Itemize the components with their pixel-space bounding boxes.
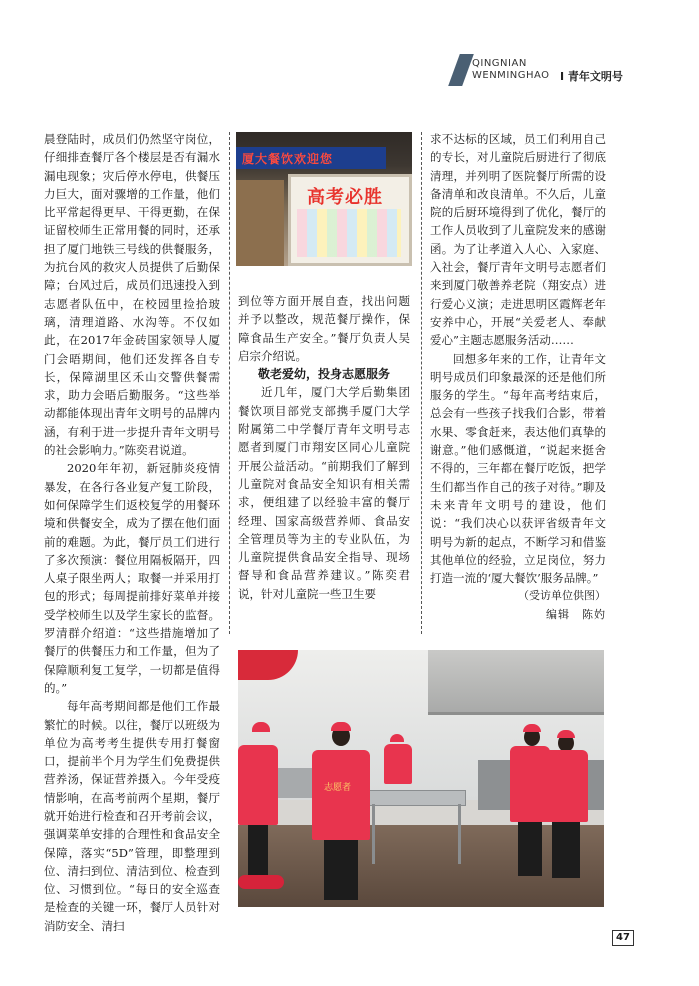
paragraph: 晨登陆时，成员们仍然坚守岗位，仔细排查餐厅各个楼层是否有漏水漏电现象；灾后停水停电，供餐压力巨大，面对骤增的工作量，他们比平常起得更早、干得更勤，在保证留校师生正常用餐的同时，还承担了厦门地铁三号线的供餐服务，为抗台风的救灾人员提供了后勤保障；台风过后，成员们迅速投入到志愿者队伍中，在校园里捡拾玻璃，清理道路、水沟等。不仅如此，在2017年金砖国家领导人厦门会晤期间，他们还发挥各自专长，保障湖里区禾山交警供餐需求，助力会晤后勤服务。“这些举动都能体现出青年文明号的品牌内涵，有利于进一步提升青年文明号的社会影响力。”陈奕君说道。 (44, 132, 220, 458)
header-cn-title: I 青年文明号 (560, 70, 623, 83)
photo-kitchen-volunteers (238, 650, 604, 907)
paragraph: 求不达标的区域，员工们利用自己的专长，对儿童院后厨进行了彻底清理，并列明了医院餐厅所需的设备清单和改良清单。不久后，儿童院的后厨环境得到了优化，餐厅的工作人员收到了儿童院发来的感谢函。为了让孝道入人心、入家庭、入社会，餐厅青年文明号志愿者们来到厦门敬善养老院（翔安点）进行爱心义演；走进思明区霞辉老年安养中心，开展“关爱老人、奉献爱心”主题志愿服务活动…… (430, 132, 606, 348)
article-column-2 (238, 292, 410, 603)
column-divider (421, 132, 422, 634)
paragraph: 每年高考期间都是他们工作最繁忙的时候。以往，餐厅以班级为单位为高考考生提供专用打餐窗口，提前半个月为学生们免费提供营养汤，保证营养摄入。今年受疫情影响，在高考前两个星期，餐厅就开始进行检查和召开考前会议，强调菜单安排的合理性和食品安全保障，落实“5D”管理，即整理到位、清扫到位、清洁到位、检查到位、习惯到位。“每日的安全巡查是检查的关键一环，餐厅人员针对消防安全、清扫 (44, 699, 220, 933)
paragraph: 回想多年来的工作，让青年文明号成员们印象最深的还是他们所服务的学生。“每年高考结束后，总会有一些孩子找我们合影，带着水果、零食赶来，表达他们真挚的谢意。”他们感慨道，“说起来挺舍不得的，三年都在餐厅吃饭，把学生们都当作自己的孩子对待。”聊及未来青年文明号的建设，他们说：“我们决心以获评省级青年文明号为新的起点，不断学习和借鉴其他单位的经验，立足岗位，努力打造一流的‘厦大餐饮’服务品牌。” (430, 351, 606, 586)
article-column-1 (44, 130, 220, 935)
paragraph: 近几年，厦门大学后勤集团餐饮项目部党支部携手厦门大学附属第二中学餐厅青年文明号志愿者到厦门市翔安区同心儿童院开展公益活动。“前期我们了解到儿童院对食品安全知识有相关需求，便组建了以经验丰富的餐厅经理、国家高级营养师、食品安全管理员等为主的专业队伍，为儿童院提供食品安全指导、现场督导和食品营养建议。”陈奕君说，针对儿童院一些卫生要 (238, 385, 410, 601)
exam-board (288, 174, 412, 266)
magazine-header (444, 50, 674, 90)
photo-canteen-banner (236, 132, 412, 266)
article-column-3 (430, 130, 606, 624)
editor-credit: 编辑 陈妁 (546, 607, 606, 621)
volunteer-figure (544, 750, 588, 822)
exam-board-text: 高考必胜 (307, 187, 383, 208)
paragraph: 2020年年初，新冠肺炎疫情暴发，在各行各业复产复工阶段，如何保障学生们返校复学的用餐环境和供餐安全，成为了摆在他们面前的难题。为此，餐厅员工们进行了多次预演：餐位用隔板隔开，四人桌子限坐两人；取餐一并采用打包的形式；每周提前排好菜单并接受学校师生以及学生家长的监督。罗清群介绍道：“这些措施增加了餐厅的供餐压力和工作量，但为了保障顺利复工复学，一切都是值得的。” (44, 461, 220, 695)
photo-credit: （受访单位供图） (518, 589, 606, 603)
column-divider (229, 132, 230, 634)
welcome-sign (236, 147, 386, 169)
volunteer-figure (384, 744, 412, 784)
vest-text: 志愿者 (324, 783, 352, 793)
section-subheading: 敬老爱幼，投身志愿服务 (257, 367, 390, 382)
header-en-line2: WENMINGHAO (472, 70, 550, 81)
range-hood (428, 650, 604, 715)
page-number: 47 (612, 930, 634, 946)
header-en-line1: QINGNIAN (472, 58, 527, 69)
volunteer-figure (238, 745, 278, 825)
logo-slash-icon (448, 54, 474, 86)
paragraph: 到位等方面开展自查，找出问题并予以整改，规范餐厅操作，保障食品生产安全。”餐厅负责人吴启宗介绍说。 (238, 294, 410, 363)
steel-table (366, 790, 466, 806)
welcome-sign-text: 厦大餐饮欢迎您 (242, 152, 334, 166)
volunteer-figure (312, 750, 370, 840)
